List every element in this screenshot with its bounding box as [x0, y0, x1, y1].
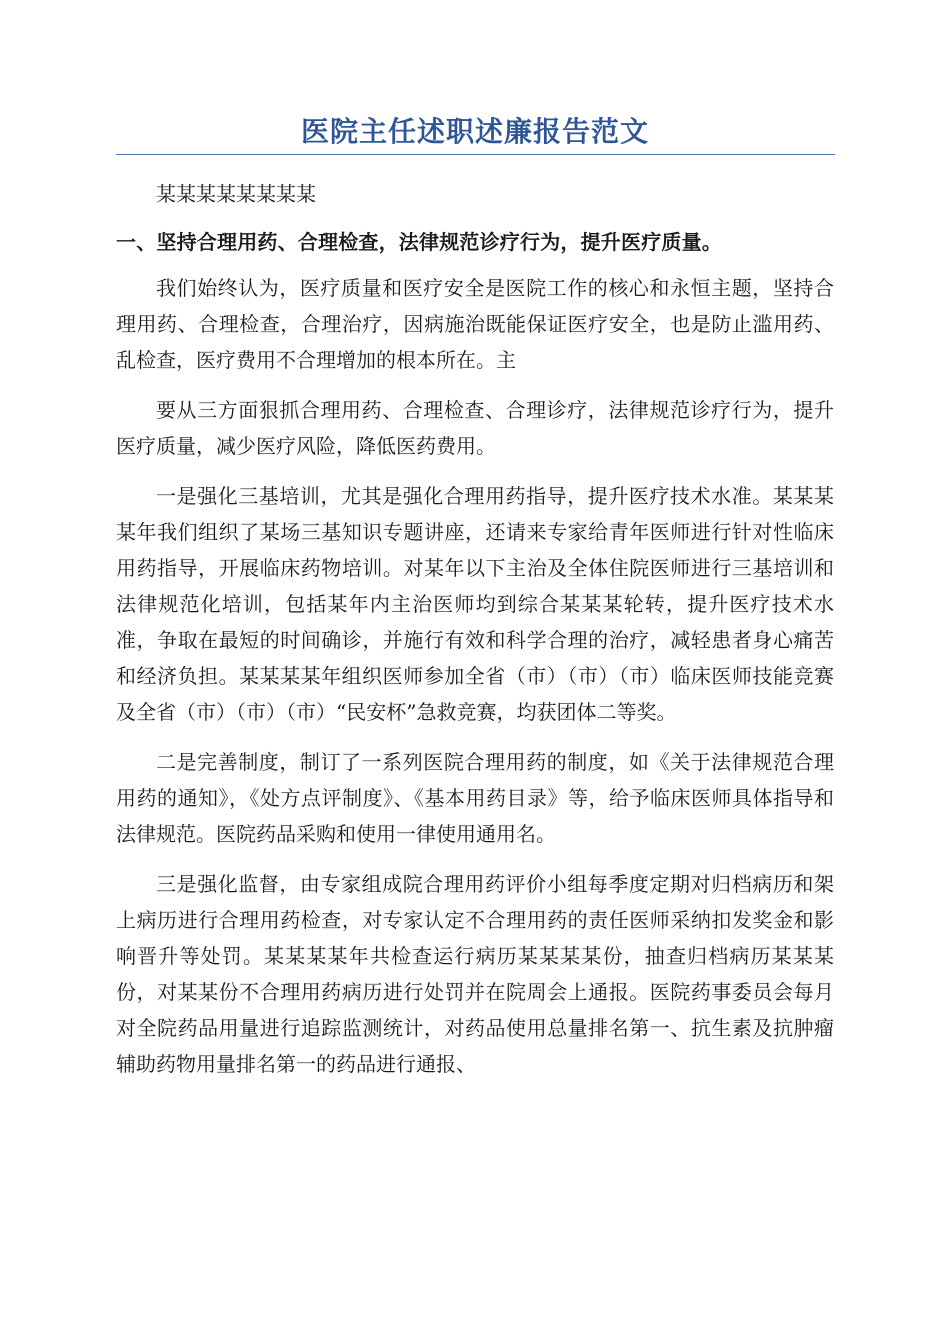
title-underline	[116, 154, 835, 155]
document-title: 医院主任述职述廉报告范文	[300, 115, 649, 148]
body-paragraph-2: 要从三方面狠抓合理用药、合理检查、合理诊疗，法律规范诊疗行为，提升医疗质量，减少医疗风险，降低医药费用。	[116, 398, 834, 458]
paragraph-gap	[116, 378, 834, 392]
author-line: 某某某某某某某某	[156, 182, 316, 206]
body-paragraph-4: 二是完善制度，制订了一系列医院合理用药的制度，如《关于法律规范合理用药的通知》，《处方点评制度》、《基本用药目录》等，给予临床医师具体指导和法律规范。医院药品采购和使用一律使用通用名。	[116, 750, 834, 846]
paragraph-gap	[116, 464, 834, 478]
section-heading-1: 一、坚持合理用药、合理检查，法律规范诊疗行为，提升医疗质量。	[116, 230, 722, 254]
document-body	[116, 174, 834, 1082]
paragraph-gap	[116, 730, 834, 744]
body-paragraph-5: 三是强化监督，由专家组成院合理用药评价小组每季度定期对归档病历和架上病历进行合理用药检查，对专家认定不合理用药的责任医师采纳扣发奖金和影响晋升等处罚。某某某某年共检查运行病历某某某某份，抽查归档病历某某某份，对某某份不合理用药病历进行处罚并在院周会上通报。医院药事委员会每月对全院药品用量进行追踪监测统计，对药品使用总量排名第一、抗生素及抗肿瘤辅助药物用量排名第一的药品进行通报、	[116, 872, 834, 1076]
body-paragraph-1: 我们始终认为，医疗质量和医疗安全是医院工作的核心和永恒主题，坚持合理用药、合理检查，合理治疗，因病施治既能保证医疗安全，也是防止滥用药、乱检查，医疗费用不合理增加的根本所在。主	[116, 276, 834, 372]
paragraph-gap	[116, 852, 834, 866]
body-paragraph-3: 一是强化三基培训，尤其是强化合理用药指导，提升医疗技术水准。某某某某年我们组织了某场三基知识专题讲座，还请来专家给青年医师进行针对性临床用药指导，开展临床药物培训。对某年以下主治及全体住院医师进行三基培训和法律规范化培训，包括某年内主治医师均到综合某某某轮转，提升医疗技术水准，争取在最短的时间确诊，并施行有效和科学合理的治疗，减轻患者身心痛苦和经济负担。某某某某年组织医师参加全省（市）（市）（市）临床医师技能竞赛及全省（市）（市）（市）“民安杯”急救竞赛，均获团体二等奖。	[116, 484, 834, 724]
